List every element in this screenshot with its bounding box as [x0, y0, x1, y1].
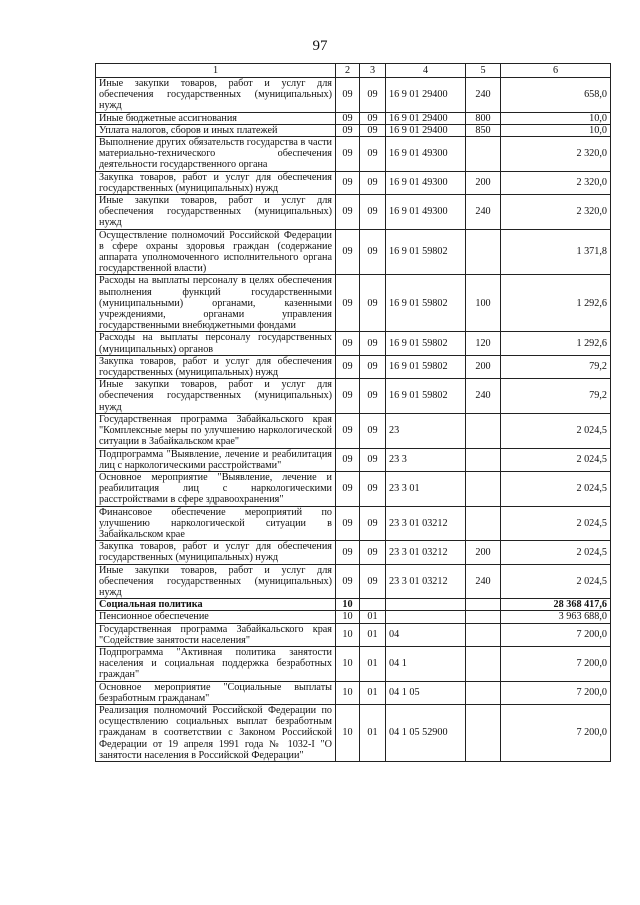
section-code-cell: 09 [336, 379, 360, 414]
table-row [96, 541, 611, 564]
expense-name-cell: Закупка товаров, работ и услуг для обеспечения государственных (муниципальных) нужд [96, 171, 336, 194]
expense-name-cell: Государственная программа Забайкальского края "Содействие занятости населения" [96, 623, 336, 646]
target-article-cell: 16 9 01 59802 [386, 332, 466, 355]
expense-type-cell: 120 [466, 332, 501, 355]
subsection-code-cell: 09 [360, 413, 386, 448]
target-article-cell: 16 9 01 59802 [386, 275, 466, 332]
expense-name-cell: Подпрограмма "Активная политика занятости населения и социальная поддержка безработных граждан" [96, 646, 336, 681]
amount-cell: 7 200,0 [501, 704, 611, 761]
amount-cell: 79,2 [501, 355, 611, 378]
section-code-cell: 09 [336, 471, 360, 506]
table-row [96, 681, 611, 704]
expense-type-cell [466, 704, 501, 761]
expense-type-cell [466, 137, 501, 172]
table-row [96, 646, 611, 681]
subsection-code-cell [360, 599, 386, 611]
amount-cell: 2 320,0 [501, 137, 611, 172]
expense-name-cell: Государственная программа Забайкальского края "Комплексные меры по улучшению наркологической ситуации в Забайкальском крае" [96, 413, 336, 448]
target-article-cell: 16 9 01 59802 [386, 355, 466, 378]
header-cell: 6 [501, 64, 611, 78]
subsection-code-cell: 01 [360, 704, 386, 761]
expense-name-cell: Финансовое обеспечение мероприятий по улучшению наркологической ситуации в Забайкальском крае [96, 506, 336, 541]
expense-name-cell: Уплата налогов, сборов и иных платежей [96, 124, 336, 136]
expense-name-cell: Расходы на выплаты персоналу в целях обеспечения выполнения функций государственными (муниципальными) органами, казенными учреждениями, органами управления государственными внебюджетными фондами [96, 275, 336, 332]
target-article-cell: 04 1 05 [386, 681, 466, 704]
table-row [96, 623, 611, 646]
amount-cell: 2 320,0 [501, 195, 611, 230]
header-cell: 4 [386, 64, 466, 78]
subsection-code-cell: 09 [360, 124, 386, 136]
expense-type-cell [466, 506, 501, 541]
table-header-row [96, 64, 611, 78]
subsection-code-cell: 09 [360, 229, 386, 275]
expense-type-cell [466, 413, 501, 448]
subsection-code-cell: 09 [360, 541, 386, 564]
target-article-cell: 16 9 01 59802 [386, 229, 466, 275]
page-number: 97 [312, 38, 328, 54]
amount-cell: 2 024,5 [501, 541, 611, 564]
section-code-cell: 10 [336, 611, 360, 623]
section-code-cell: 09 [336, 195, 360, 230]
expense-name-cell: Подпрограмма "Выявление, лечение и реабилитация лиц с наркологическими расстройствами" [96, 448, 336, 471]
subsection-code-cell: 09 [360, 506, 386, 541]
amount-cell: 7 200,0 [501, 646, 611, 681]
expense-name-cell: Основное мероприятие "Социальные выплаты безработным гражданам" [96, 681, 336, 704]
expense-name-cell: Иные закупки товаров, работ и услуг для обеспечения государственных (муниципальных) нужд [96, 564, 336, 599]
expense-type-cell: 200 [466, 541, 501, 564]
amount-cell: 28 368 417,6 [501, 599, 611, 611]
amount-cell: 658,0 [501, 78, 611, 113]
target-article-cell: 16 9 01 59802 [386, 379, 466, 414]
table-row [96, 471, 611, 506]
table-row [96, 78, 611, 113]
budget-table [95, 63, 611, 762]
target-article-cell: 16 9 01 29400 [386, 78, 466, 113]
expense-name-cell: Осуществление полномочий Российской Федерации в сфере охраны здоровья граждан (содержание аппарата уполномоченного исполнительного органа государственной власти) [96, 229, 336, 275]
target-article-cell: 16 9 01 49300 [386, 195, 466, 230]
expense-type-cell [466, 471, 501, 506]
section-code-cell: 09 [336, 541, 360, 564]
section-code-cell: 10 [336, 623, 360, 646]
amount-cell: 3 963 688,0 [501, 611, 611, 623]
target-article-cell: 23 3 01 03212 [386, 506, 466, 541]
subsection-code-cell: 09 [360, 379, 386, 414]
header-cell: 5 [466, 64, 501, 78]
subsection-code-cell: 09 [360, 112, 386, 124]
section-code-cell: 10 [336, 646, 360, 681]
subsection-code-cell: 01 [360, 681, 386, 704]
target-article-cell [386, 599, 466, 611]
table-row [96, 137, 611, 172]
table-row [96, 704, 611, 761]
target-article-cell: 04 [386, 623, 466, 646]
target-article-cell: 04 1 [386, 646, 466, 681]
table-row [96, 195, 611, 230]
amount-cell: 2 024,5 [501, 506, 611, 541]
expense-name-cell: Пенсионное обеспечение [96, 611, 336, 623]
target-article-cell: 16 9 01 49300 [386, 137, 466, 172]
target-article-cell [386, 611, 466, 623]
amount-cell: 2 024,5 [501, 448, 611, 471]
subsection-code-cell: 09 [360, 332, 386, 355]
section-code-cell: 09 [336, 332, 360, 355]
subsection-code-cell: 09 [360, 195, 386, 230]
subsection-code-cell: 01 [360, 646, 386, 681]
amount-cell: 2 024,5 [501, 564, 611, 599]
table-row [96, 332, 611, 355]
section-code-cell: 09 [336, 171, 360, 194]
section-code-cell: 09 [336, 229, 360, 275]
section-code-cell: 10 [336, 681, 360, 704]
target-article-cell: 16 9 01 29400 [386, 124, 466, 136]
expense-type-cell: 800 [466, 112, 501, 124]
table-row [96, 506, 611, 541]
expense-type-cell: 200 [466, 171, 501, 194]
expense-name-cell: Расходы на выплаты персоналу государственных (муниципальных) органов [96, 332, 336, 355]
section-code-cell: 09 [336, 448, 360, 471]
expense-name-cell: Закупка товаров, работ и услуг для обеспечения государственных (муниципальных) нужд [96, 355, 336, 378]
subsection-code-cell: 09 [360, 171, 386, 194]
table-row [96, 124, 611, 136]
section-code-cell: 09 [336, 275, 360, 332]
section-code-cell: 10 [336, 704, 360, 761]
table-row [96, 611, 611, 623]
amount-cell: 2 024,5 [501, 471, 611, 506]
target-article-cell: 23 3 [386, 448, 466, 471]
expense-name-cell: Закупка товаров, работ и услуг для обеспечения государственных (муниципальных) нужд [96, 541, 336, 564]
subsection-code-cell: 09 [360, 448, 386, 471]
table-row [96, 171, 611, 194]
target-article-cell: 04 1 05 52900 [386, 704, 466, 761]
target-article-cell: 23 3 01 03212 [386, 564, 466, 599]
section-code-cell: 09 [336, 124, 360, 136]
target-article-cell: 23 3 01 [386, 471, 466, 506]
amount-cell: 10,0 [501, 124, 611, 136]
target-article-cell: 23 [386, 413, 466, 448]
target-article-cell: 16 9 01 49300 [386, 171, 466, 194]
table-row [96, 229, 611, 275]
table-row [96, 379, 611, 414]
table-row [96, 112, 611, 124]
expense-name-cell: Иные закупки товаров, работ и услуг для обеспечения государственных (муниципальных) нужд [96, 379, 336, 414]
section-code-cell: 10 [336, 599, 360, 611]
expense-name-cell: Социальная политика [96, 599, 336, 611]
table-row [96, 275, 611, 332]
amount-cell: 1 371,8 [501, 229, 611, 275]
header-cell: 3 [360, 64, 386, 78]
section-code-cell: 09 [336, 413, 360, 448]
amount-cell: 2 024,5 [501, 413, 611, 448]
section-code-cell: 09 [336, 137, 360, 172]
expense-type-cell: 240 [466, 564, 501, 599]
expense-name-cell: Реализация полномочий Российской Федерации по осуществлению социальных выплат безработным гражданам в соответствии с Законом Российской Федерации от 19 апреля 1991 года № 1032-I "О занятости населения в Российской Федерации" [96, 704, 336, 761]
expense-name-cell: Иные закупки товаров, работ и услуг для обеспечения государственных (муниципальных) нужд [96, 78, 336, 113]
expense-type-cell: 240 [466, 195, 501, 230]
expense-type-cell [466, 623, 501, 646]
expense-type-cell [466, 448, 501, 471]
table-row [96, 564, 611, 599]
target-article-cell: 16 9 01 29400 [386, 112, 466, 124]
expense-name-cell: Иные бюджетные ассигнования [96, 112, 336, 124]
amount-cell: 1 292,6 [501, 332, 611, 355]
subsection-code-cell: 09 [360, 275, 386, 332]
target-article-cell: 23 3 01 03212 [386, 541, 466, 564]
amount-cell: 1 292,6 [501, 275, 611, 332]
expense-type-cell [466, 229, 501, 275]
amount-cell: 7 200,0 [501, 681, 611, 704]
amount-cell: 7 200,0 [501, 623, 611, 646]
expense-type-cell [466, 681, 501, 704]
amount-cell: 10,0 [501, 112, 611, 124]
expense-type-cell: 240 [466, 379, 501, 414]
header-cell: 1 [96, 64, 336, 78]
expense-name-cell: Выполнение других обязательств государства в части материально-технического обеспечения деятельности государственного органа [96, 137, 336, 172]
expense-type-cell: 100 [466, 275, 501, 332]
subsection-code-cell: 01 [360, 611, 386, 623]
expense-type-cell [466, 646, 501, 681]
section-code-cell: 09 [336, 78, 360, 113]
header-cell: 2 [336, 64, 360, 78]
amount-cell: 79,2 [501, 379, 611, 414]
section-code-cell: 09 [336, 112, 360, 124]
expense-type-cell: 240 [466, 78, 501, 113]
expense-type-cell: 200 [466, 355, 501, 378]
section-code-cell: 09 [336, 355, 360, 378]
table-body [96, 78, 611, 762]
subsection-code-cell: 09 [360, 78, 386, 113]
expense-name-cell: Основное мероприятие "Выявление, лечение и реабилитация лиц с наркологическими расстройствами в сфере здравоохранения" [96, 471, 336, 506]
table-row [96, 599, 611, 611]
table-row [96, 448, 611, 471]
subsection-code-cell: 09 [360, 355, 386, 378]
section-code-cell: 09 [336, 564, 360, 599]
table-row [96, 355, 611, 378]
subsection-code-cell: 09 [360, 471, 386, 506]
amount-cell: 2 320,0 [501, 171, 611, 194]
subsection-code-cell: 01 [360, 623, 386, 646]
expense-type-cell [466, 611, 501, 623]
subsection-code-cell: 09 [360, 564, 386, 599]
table-row [96, 413, 611, 448]
expense-name-cell: Иные закупки товаров, работ и услуг для обеспечения государственных (муниципальных) нужд [96, 195, 336, 230]
expense-type-cell [466, 599, 501, 611]
expense-type-cell: 850 [466, 124, 501, 136]
subsection-code-cell: 09 [360, 137, 386, 172]
section-code-cell: 09 [336, 506, 360, 541]
